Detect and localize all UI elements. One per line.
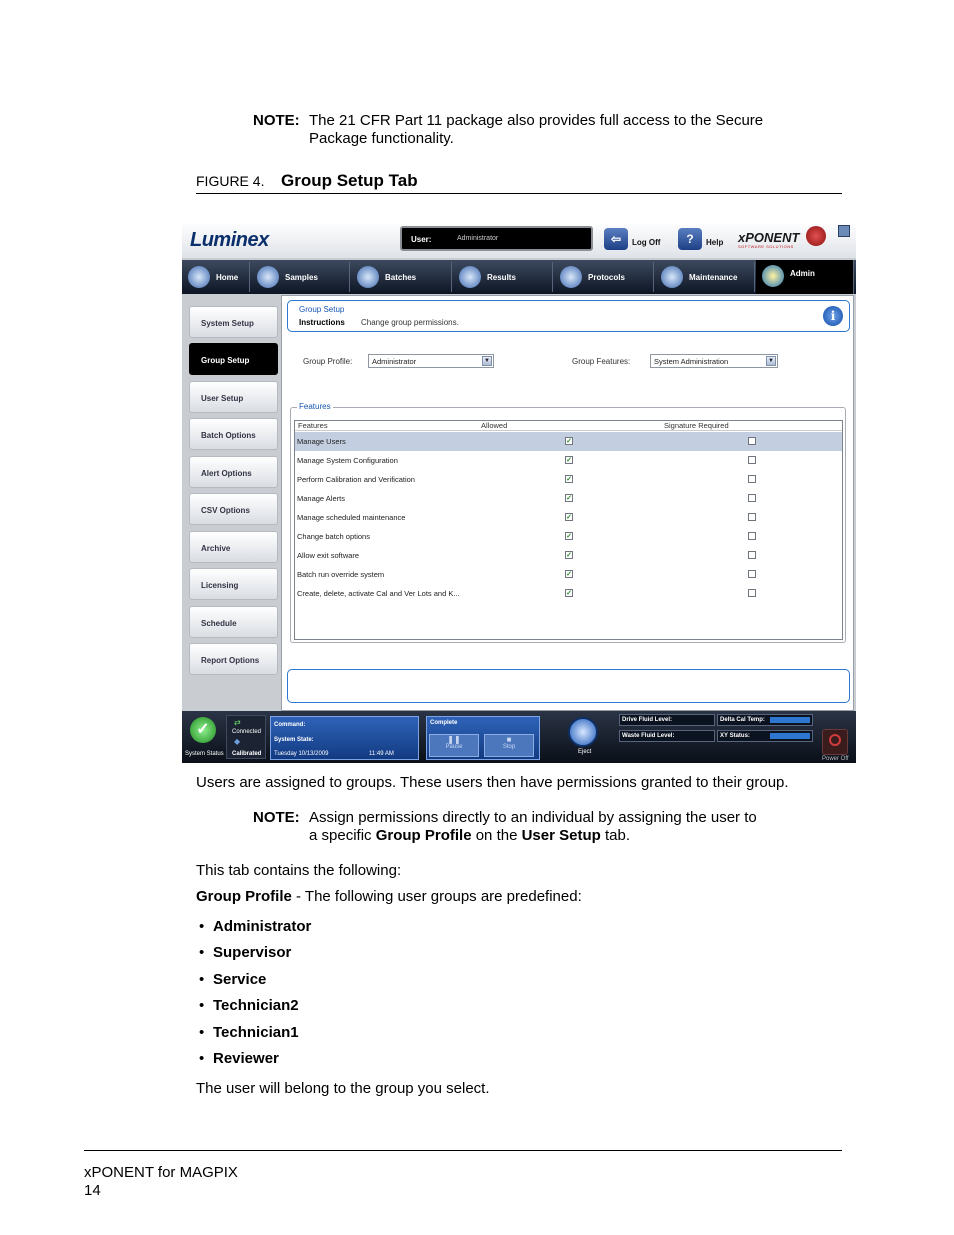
- column-header-signature: Signature Required: [664, 421, 729, 430]
- signature-required-checkbox[interactable]: [748, 551, 756, 559]
- xponent-subtitle: SOFTWARE SOLUTIONS: [738, 244, 794, 249]
- xy-status-bar: [770, 733, 810, 739]
- signature-required-checkbox[interactable]: [748, 589, 756, 597]
- sidebar-item-user-setup[interactable]: User Setup: [189, 381, 278, 413]
- samples-icon: [257, 266, 279, 288]
- xy-status-box: [717, 730, 813, 742]
- allowed-checkbox[interactable]: ✓: [566, 533, 572, 540]
- group-features-label: Group Features:: [572, 357, 631, 366]
- sidebar-item-system-setup[interactable]: System Setup: [189, 306, 278, 338]
- feature-name: Create, delete, activate Cal and Ver Lots and K...: [297, 589, 460, 598]
- table-row[interactable]: [295, 470, 842, 489]
- sidebar-item-csv-options[interactable]: CSV Options: [189, 493, 278, 525]
- figure-caption: [196, 170, 842, 194]
- bullet-marker: •: [199, 944, 205, 961]
- sidebar-item-archive[interactable]: Archive: [189, 531, 278, 563]
- tab-samples[interactable]: Samples: [251, 262, 350, 292]
- stop-button[interactable]: ■ Stop: [484, 734, 534, 757]
- signature-required-checkbox[interactable]: [748, 456, 756, 464]
- system-state-label: System State:: [274, 737, 314, 743]
- allowed-checkbox[interactable]: ✓: [566, 552, 572, 559]
- xy-status-label: XY Status:: [720, 733, 750, 739]
- sidebar-item-batch-options[interactable]: Batch Options: [189, 418, 278, 450]
- tab-protocols[interactable]: Protocols: [554, 262, 654, 292]
- allowed-checkbox[interactable]: ✓: [566, 590, 572, 597]
- check-icon: ✓: [190, 717, 216, 743]
- admin-sidebar: [182, 294, 280, 712]
- bullet-marker: •: [199, 918, 205, 935]
- paragraph-tab-contains: This tab contains the following:: [196, 862, 402, 879]
- power-off-label: Power Off: [822, 756, 849, 762]
- panel-title: Group Setup: [299, 305, 345, 314]
- power-icon: [829, 734, 841, 746]
- protocols-icon: [560, 266, 582, 288]
- waste-fluid-label: Waste Fluid Level:: [622, 733, 675, 739]
- allowed-checkbox[interactable]: ✓: [566, 571, 572, 578]
- note-label: NOTE:: [253, 809, 300, 826]
- note-text-line1: The 21 CFR Part 11 package also provides full access to the Secure: [309, 112, 764, 129]
- column-header-allowed: Allowed: [481, 421, 508, 430]
- help-link[interactable]: Help: [706, 238, 724, 247]
- feature-name: Batch run override system: [297, 570, 385, 579]
- system-status-label: System Status: [185, 751, 224, 757]
- bullet-marker: •: [199, 997, 205, 1014]
- list-item: Service: [213, 971, 267, 988]
- main-nav: [182, 260, 856, 294]
- column-header-features: Features: [298, 421, 328, 430]
- table-row[interactable]: [295, 527, 842, 546]
- delta-cal-box: [717, 714, 813, 726]
- footer-rule: [84, 1150, 842, 1151]
- features-table: [294, 420, 843, 640]
- table-row[interactable]: [295, 451, 842, 470]
- instructions-value: Change group permissions.: [361, 318, 459, 327]
- drive-fluid-label: Drive Fluid Level:: [622, 717, 673, 723]
- log-off-link[interactable]: Log Off: [632, 238, 661, 247]
- help-icon[interactable]: ?: [678, 228, 702, 250]
- batches-icon: [357, 266, 379, 288]
- group-profile-select[interactable]: Administrator ▼: [368, 354, 494, 368]
- notes-box: [287, 669, 850, 703]
- calibrated-label: Calibrated: [232, 751, 262, 757]
- features-legend: Features: [299, 402, 331, 411]
- paragraph-user-group: The user will belong to the group you select.: [196, 1080, 490, 1097]
- signature-required-checkbox[interactable]: [748, 532, 756, 540]
- feature-name: Manage scheduled maintenance: [297, 513, 406, 522]
- connected-icon: ⇄: [234, 718, 241, 727]
- feature-name: Manage Alerts: [297, 494, 345, 503]
- list-item: Supervisor: [213, 944, 292, 961]
- note-text-line2: Package functionality.: [309, 130, 454, 147]
- signature-required-checkbox[interactable]: [748, 475, 756, 483]
- allowed-checkbox[interactable]: ✓: [566, 495, 572, 502]
- signature-required-checkbox[interactable]: [748, 513, 756, 521]
- table-row[interactable]: [295, 584, 842, 603]
- feature-name: Manage System Configuration: [297, 456, 398, 465]
- list-item: Technician1: [213, 1024, 299, 1041]
- user-value: Administrator: [457, 235, 499, 242]
- paragraph-groups: Users are assigned to groups. These users then have permissions granted to their group.: [196, 774, 789, 791]
- figure-title: Group Setup Tab: [281, 171, 418, 190]
- instructions-label: Instructions: [299, 318, 345, 327]
- connection-box: [226, 715, 266, 759]
- app-top-bar: [182, 222, 856, 258]
- user-box: [400, 226, 593, 251]
- allowed-checkbox[interactable]: ✓: [566, 438, 572, 445]
- footer-page-number: 14: [84, 1182, 101, 1199]
- maintenance-icon: [661, 266, 683, 288]
- paragraph-group-profile: Group Profile - The following user groups are predefined:: [196, 888, 582, 905]
- group-profile-label: Group Profile:: [303, 357, 353, 366]
- table-header-row: [295, 421, 842, 431]
- sidebar-item-licensing[interactable]: Licensing: [189, 568, 278, 600]
- list-item: Technician2: [213, 997, 299, 1014]
- table-row[interactable]: [295, 489, 842, 508]
- window-button[interactable]: [838, 225, 850, 237]
- complete-box: [426, 716, 540, 760]
- table-row[interactable]: [295, 432, 842, 451]
- sidebar-item-schedule[interactable]: Schedule: [189, 606, 278, 638]
- feature-name: Change batch options: [297, 532, 370, 541]
- eject-button[interactable]: [568, 717, 598, 747]
- list-item: Administrator: [213, 918, 312, 935]
- complete-label: Complete: [430, 720, 458, 726]
- info-icon[interactable]: i: [823, 306, 843, 326]
- app-screenshot: [182, 222, 856, 763]
- footer-product: xPONENT for MAGPIX: [84, 1164, 238, 1181]
- user-label: User:: [411, 235, 432, 244]
- eject-label: Eject: [578, 749, 592, 755]
- xponent-logo: xPONENT: [738, 230, 800, 245]
- tab-admin[interactable]: Admin: [756, 260, 854, 294]
- figure-number: FIGURE 4.: [196, 173, 265, 189]
- allowed-checkbox[interactable]: ✓: [566, 514, 572, 521]
- chevron-down-icon: ▼: [482, 356, 492, 366]
- command-label: Command:: [274, 722, 306, 728]
- status-date: Tuesday 10/13/2009: [274, 751, 329, 757]
- status-bar: [182, 711, 856, 763]
- bullet-marker: •: [199, 1024, 205, 1041]
- delta-cal-bar: [770, 717, 810, 723]
- admin-icon: [762, 265, 784, 287]
- signature-required-checkbox[interactable]: [748, 494, 756, 502]
- signature-required-checkbox[interactable]: [748, 437, 756, 445]
- table-row[interactable]: [295, 546, 842, 565]
- connected-label: Connected: [232, 729, 262, 735]
- bullet-marker: •: [199, 971, 205, 988]
- command-box: [270, 716, 419, 760]
- allowed-checkbox[interactable]: ✓: [566, 476, 572, 483]
- bullet-marker: •: [199, 1050, 205, 1067]
- log-off-icon[interactable]: ⇦: [604, 228, 628, 250]
- delta-cal-label: Delta Cal Temp:: [720, 717, 765, 723]
- home-icon: [188, 266, 210, 288]
- feature-name: Allow exit software: [297, 551, 360, 560]
- features-group: [290, 402, 846, 643]
- table-row[interactable]: [295, 508, 842, 527]
- feature-name: Manage Users: [297, 437, 346, 446]
- signature-required-checkbox[interactable]: [748, 570, 756, 578]
- calibrated-icon: ◆: [234, 737, 241, 746]
- feature-name: Perform Calibration and Verification: [297, 475, 415, 484]
- status-time: 11:49 AM: [369, 751, 394, 757]
- results-icon: [459, 266, 481, 288]
- tab-maintenance[interactable]: Maintenance: [655, 262, 755, 292]
- chevron-down-icon: ▼: [766, 356, 776, 366]
- tab-results[interactable]: Results: [453, 262, 553, 292]
- panel-header: [287, 300, 850, 332]
- sidebar-item-alert-options[interactable]: Alert Options: [189, 456, 278, 488]
- table-row[interactable]: [295, 565, 842, 584]
- tab-batches[interactable]: Batches: [351, 262, 452, 292]
- power-off-button[interactable]: [822, 729, 848, 755]
- note-text-line1: Assign permissions directly to an individual by assigning the user to: [309, 809, 757, 826]
- group-features-select[interactable]: System Administration ▼: [650, 354, 778, 368]
- note-label: NOTE:: [253, 112, 300, 129]
- allowed-checkbox[interactable]: ✓: [566, 457, 572, 464]
- brand-ball-icon: [806, 226, 826, 246]
- waste-fluid-box: [619, 730, 715, 742]
- sidebar-item-group-setup[interactable]: Group Setup: [189, 343, 278, 375]
- luminex-logo: Luminex: [190, 229, 269, 251]
- group-setup-panel: [281, 295, 854, 711]
- list-item: Reviewer: [213, 1050, 279, 1067]
- drive-fluid-box: [619, 714, 715, 726]
- tab-home[interactable]: Home: [182, 262, 250, 292]
- note-text-line2: a specific Group Profile on the User Setup tab.: [309, 827, 630, 844]
- sidebar-item-report-options[interactable]: Report Options: [189, 643, 278, 675]
- pause-button[interactable]: ❚❚ Pause: [429, 734, 479, 757]
